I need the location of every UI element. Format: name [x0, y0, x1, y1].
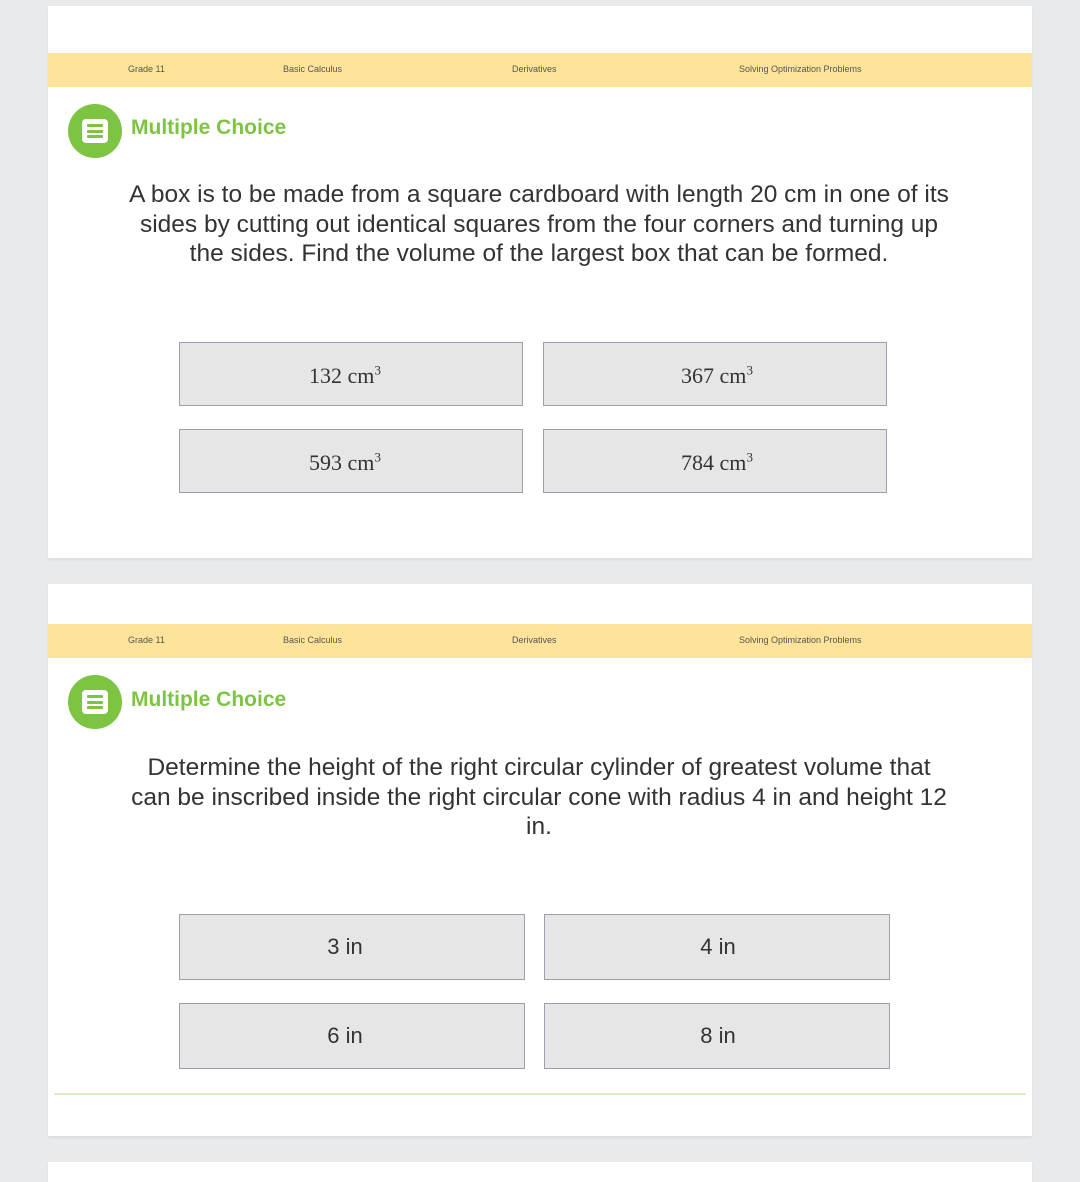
- answer-option-d[interactable]: [543, 429, 887, 493]
- answer-option-label: 6 in: [327, 1023, 363, 1048]
- breadcrumb: [48, 53, 1032, 87]
- breadcrumb-topic: Derivatives: [512, 635, 557, 645]
- question-text: A box is to be made from a square cardboard with length 20 cm in one of its sides by cutting out identical squares from the four corners and turning up the sides. Find the volume of the largest box that can be formed.: [129, 181, 949, 267]
- breadcrumb-grade: Grade 11: [128, 635, 165, 645]
- answer-option-label: 784 $cm^3$: [681, 449, 753, 475]
- answer-option-label: 3 in: [327, 934, 363, 959]
- breadcrumb: [48, 624, 1032, 658]
- answer-option-a[interactable]: [179, 342, 523, 406]
- question-text: Determine the height of the right circular cylinder of greatest volume that can be inscribed inside the right circular cone with radius 4 in and height 12 in.: [131, 754, 947, 840]
- breadcrumb-lesson: Solving Optimization Problems: [739, 635, 862, 645]
- answer-option-a[interactable]: [179, 914, 525, 980]
- list-icon: [68, 675, 122, 729]
- breadcrumb-grade: Grade 11: [128, 64, 165, 74]
- answer-option-c[interactable]: [179, 429, 523, 493]
- answer-option-c[interactable]: [179, 1003, 525, 1069]
- answer-option-d[interactable]: [544, 1003, 890, 1069]
- answer-option-b[interactable]: [543, 342, 887, 406]
- card-divider: [54, 1093, 1026, 1095]
- answer-option-label: 593 $cm^3$: [309, 449, 381, 475]
- question-type-label: Multiple Choice: [131, 688, 287, 711]
- list-icon: [68, 104, 122, 158]
- question-card-next: [48, 1162, 1032, 1182]
- question-card: [48, 584, 1032, 1136]
- question-card: [48, 6, 1032, 558]
- breadcrumb-topic: Derivatives: [512, 64, 557, 74]
- answer-option-label: 8 in: [700, 1023, 736, 1048]
- answer-option-label: 4 in: [700, 934, 736, 959]
- breadcrumb-subject: Basic Calculus: [283, 635, 343, 645]
- breadcrumb-lesson: Solving Optimization Problems: [739, 64, 862, 74]
- question-type-label: Multiple Choice: [131, 116, 287, 139]
- answer-option-label: 367 $cm^3$: [681, 362, 753, 388]
- answer-option-b[interactable]: [544, 914, 890, 980]
- breadcrumb-subject: Basic Calculus: [283, 64, 343, 74]
- answer-option-label: 132 $cm^3$: [309, 362, 381, 388]
